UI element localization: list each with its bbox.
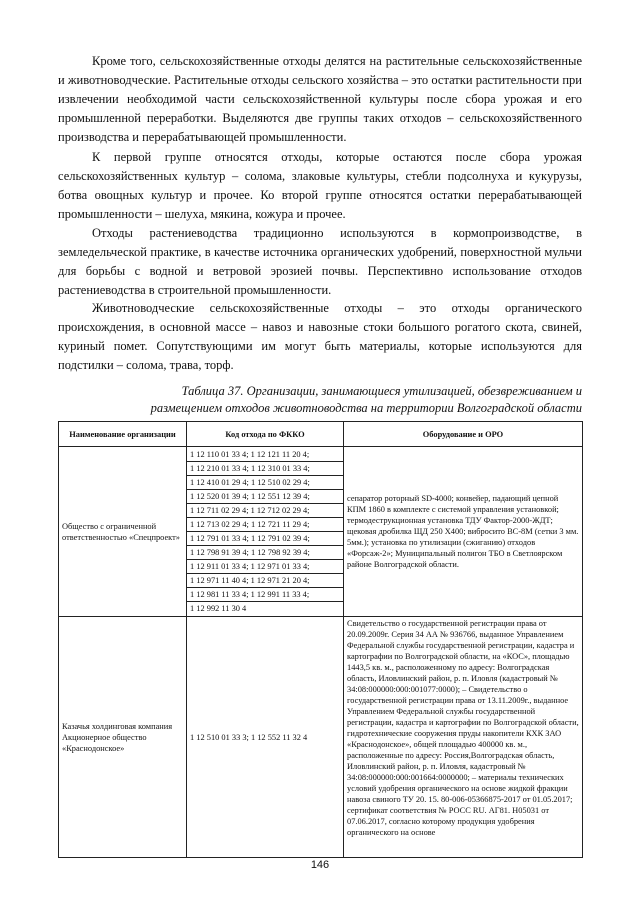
waste-code-line: 1 12 981 11 33 4; 1 12 991 11 33 4;: [187, 588, 343, 602]
waste-code-line: 1 12 711 02 29 4; 1 12 712 02 29 4;: [187, 504, 343, 518]
waste-code-line: 1 12 110 01 33 4; 1 12 121 11 20 4;: [187, 448, 343, 462]
waste-code-line: 1 12 798 91 39 4; 1 12 798 92 39 4;: [187, 546, 343, 560]
waste-code-line: 1 12 971 11 40 4; 1 12 971 21 20 4;: [187, 574, 343, 588]
paragraph-4: Животноводческие сельскохозяйственные отходы – это отходы органического происхождения, в основной массе – навоз и навозные стоки большого рогатого скота, свиней, куриный помет. Сопутствующими им могут быть материалы, которые используются для подстилки – солома, трава, торф.: [58, 301, 582, 372]
table-caption: Таблица 37. Организации, занимающиеся утилизацией, обезвреживанием и размещением отходов животноводства на территории Волгоградской области: [150, 384, 582, 415]
organizations-table: [58, 421, 583, 858]
header-equipment: Оборудование и ОРО: [344, 422, 583, 447]
paragraph-1: Кроме того, сельскохозяйственные отходы делятся на растительные сельскохозяйственные и животноводческие. Растительные отходы сельского хозяйства – это остатки растительности при извлечении необходимой части сельскохозяйственной культуры после сбора урожая и его промышленной переработки. Выделяются две группы таких отходов – сельскохозяйственного производства и перерабатывающей промышленности.: [58, 54, 582, 144]
equipment-text: Свидетельство о государственной регистрации права от 20.09.2009г. Серия 34 АА № 936766, выданное Управлением Федеральной службы государственной регистрации, кадастра и картографии по Волгоградской области, на «КОС», площадью 1443,5 кв. м., расположенному по адресу: Волгоградская область, Иловлинский район, р. п. Иловля (кадастровый № 34:08:000000:000:001077:0000); – Свидетельство о государственной регистрации права от 13.11.2009г., выданное Управлением Федеральной службы государственной регистрации, кадастра и картографии по Волгоградской области, гидротехнические сооружения пруды накопители КХК ЗАО «Краснодонское», общей площадью 400000 кв. м., расположенные по адресу: Россия,Волгоградская область, Иловлинский район, р. п. Иловля, кадастровый № 34:08:000000:000:001664:0000000; – материалы технических условий удобрения органического на основе жидкой фракции навоза свиного ТУ 20. 15. 80-006-05366875-2017 от 01.05.2017; сертификат соответствия № РОСС RU. АГ81. Н05031 от 07.06.2017, согласно которому продукция удобрения органического на основе: [347, 619, 579, 837]
waste-codes-cell: 1 12 510 01 33 3; 1 12 552 11 32 4: [187, 617, 344, 858]
page-number: 146: [310, 859, 330, 871]
header-organization: Наименование организации: [59, 422, 187, 447]
waste-code-line: 1 12 992 11 30 4: [190, 604, 247, 613]
waste-code-line: 1 12 713 02 29 4; 1 12 721 11 29 4;: [187, 518, 343, 532]
waste-code-line: 1 12 791 01 33 4; 1 12 791 02 39 4;: [187, 532, 343, 546]
waste-codes-cell: [187, 447, 344, 617]
equipment-cell: [344, 617, 583, 858]
table-row: [59, 447, 583, 617]
paragraph-2: К первой группе относятся отходы, которые остаются после сбора урожая сельскохозяйственных культур – солома, злаковые культуры, стебли подсолнуха и кукурузы, ботва овощных культур и прочее. Ко второй группе относятся остатки перерабатывающей промышленности – шелуха, мякина, кожура и прочее.: [58, 150, 582, 221]
table-row: [59, 617, 583, 858]
equipment-cell: сепаратор роторный SD-4000; конвейер, падающий цепной КПМ 1860 в комплекте с системой управления установкой; термодеструкционная установка ТДУ Фактор-2000-ЖДТ; щековая дробилка ЩД 250 Х400; вибросито ВС-8М (сетки 3 мм. 5мм.); установка по утилизации (сжиганию) отходов «Форсаж-2»; Муниципальный полигон ТБО в Светлоярском районе Волгоградской области.: [344, 447, 583, 617]
waste-code-line: 1 12 520 01 39 4; 1 12 551 12 39 4;: [187, 490, 343, 504]
waste-code-line: 1 12 911 01 33 4; 1 12 971 01 33 4;: [187, 560, 343, 574]
paragraph-3: Отходы растениеводства традиционно используются в кормопроизводстве, в земледельческой практике, в качестве источника органических удобрений, поверхностной мульчи для борьбы с водной и ветровой эрозией почвы. Перспективно использование отходов растениеводства в строительной промышленности.: [58, 226, 582, 297]
organization-cell: Общество с ограниченной ответственностью «Спецпроект»: [59, 447, 187, 617]
waste-code-line: 1 12 210 01 33 4; 1 12 310 01 33 4;: [187, 462, 343, 476]
table-header-row: [59, 422, 583, 447]
organization-cell: Казачья холдинговая компания Акционерное общество «Краснодонское»: [59, 617, 187, 858]
waste-code-line: 1 12 410 01 29 4; 1 12 510 02 29 4;: [187, 476, 343, 490]
header-waste-code: Код отхода по ФККО: [187, 422, 344, 447]
